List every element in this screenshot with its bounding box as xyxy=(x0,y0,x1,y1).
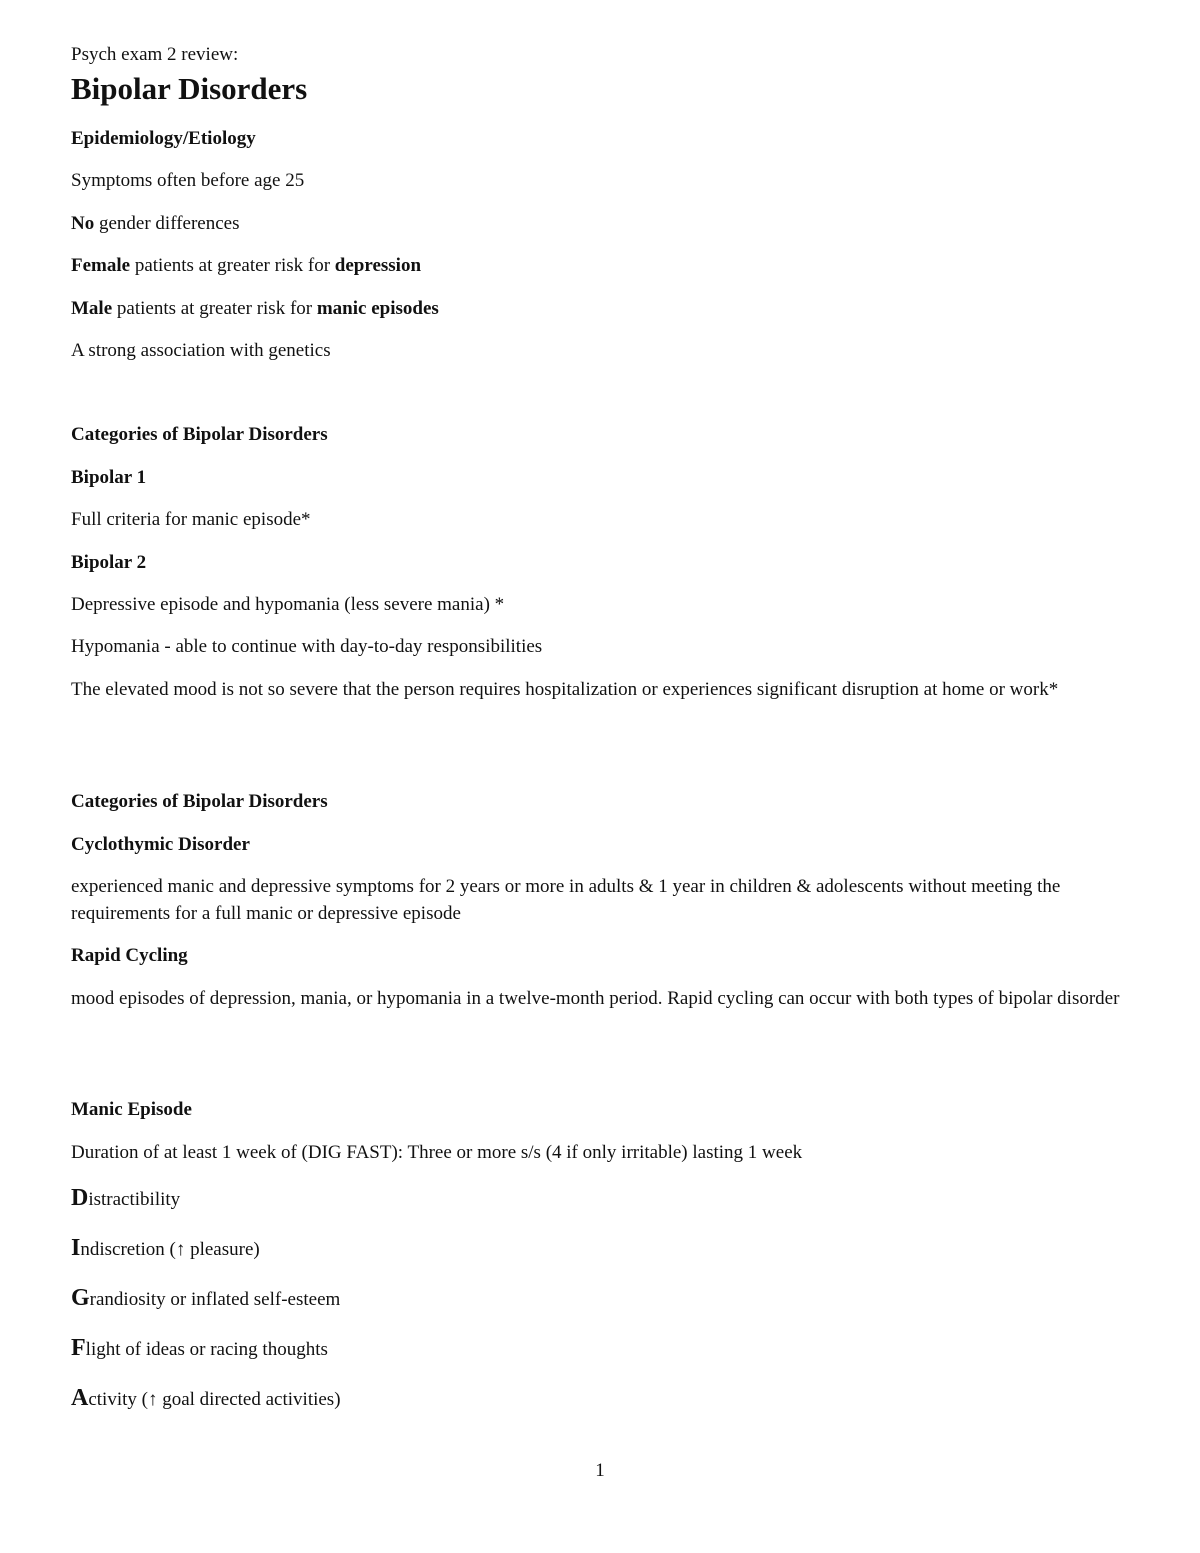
dig-fast-text: ctivity (↑ goal directed activities) xyxy=(88,1389,341,1410)
bipolar2-text: Depressive episode and hypomania (less severe mania) * xyxy=(71,594,505,615)
elevated-text: The elevated mood is not so severe that the person requires hospitalization or experiences significant disruption at home or work* xyxy=(71,679,1059,700)
female-label: Female xyxy=(71,255,131,276)
gender-no: No xyxy=(71,213,95,234)
dig-fast-letter: I xyxy=(71,1235,81,1261)
rapid-title: Rapid Cycling xyxy=(71,945,188,966)
dig-fast-letter: F xyxy=(71,1335,86,1361)
categories-heading-2: Categories of Bipolar Disorders xyxy=(71,791,328,812)
male-mid: patients at greater risk for xyxy=(112,298,317,319)
dig-fast-letter: D xyxy=(71,1185,89,1211)
gender-rest: gender differences xyxy=(94,213,240,234)
dig-fast-text: istractibility xyxy=(88,1189,181,1210)
course-label: Psych exam 2 review: xyxy=(71,44,239,65)
genetics-text: A strong association with genetics xyxy=(71,340,331,361)
dig-fast-item xyxy=(71,1185,1128,1213)
male-label: Male xyxy=(71,298,113,319)
female-term: depression xyxy=(334,255,422,276)
male-term: manic episodes xyxy=(316,298,439,319)
dig-fast-letter: G xyxy=(71,1285,90,1311)
page-title: Bipolar Disorders xyxy=(71,71,308,106)
dig-fast-item xyxy=(71,1235,1128,1263)
gender-line xyxy=(71,210,1128,237)
manic-heading: Manic Episode xyxy=(71,1099,192,1120)
rapid-text: mood episodes of depression, mania, or hypomania in a twelve-month period. Rapid cycling can occur with both types of bipolar disorder xyxy=(71,988,1120,1009)
onset-text: Symptoms often before age 25 xyxy=(71,170,305,191)
cyclothymic-title: Cyclothymic Disorder xyxy=(71,834,250,855)
cyclothymic-text: experienced manic and depressive symptoms for 2 years or more in adults & 1 year in children & adolescents without meeting the requirements for a full manic or depressive episode xyxy=(71,876,1061,924)
female-line xyxy=(71,252,1128,279)
bipolar1-text: Full criteria for manic episode* xyxy=(71,509,311,530)
hypomania-text: Hypomania - able to continue with day-to-day responsibilities xyxy=(71,636,543,657)
bipolar2-title: Bipolar 2 xyxy=(71,552,147,573)
dig-fast-text: ndiscretion (↑ pleasure) xyxy=(80,1239,260,1260)
categories-heading-1: Categories of Bipolar Disorders xyxy=(71,424,328,445)
dig-fast-text: light of ideas or racing thoughts xyxy=(85,1339,328,1360)
female-mid: patients at greater risk for xyxy=(130,255,335,276)
dig-fast-item xyxy=(71,1285,1128,1313)
bipolar1-title: Bipolar 1 xyxy=(71,467,147,488)
epidemiology-heading: Epidemiology/Etiology xyxy=(71,128,256,149)
page-number: 1 xyxy=(595,1460,605,1481)
male-line xyxy=(71,295,1128,322)
manic-duration: Duration of at least 1 week of (DIG FAST): Three or more s/s (4 if only irritable) lasting 1 week xyxy=(71,1142,803,1163)
dig-fast-text: randiosity or inflated self-esteem xyxy=(89,1289,341,1310)
dig-fast-item xyxy=(71,1385,1128,1413)
dig-fast-item xyxy=(71,1335,1128,1363)
dig-fast-letter: A xyxy=(71,1385,89,1411)
